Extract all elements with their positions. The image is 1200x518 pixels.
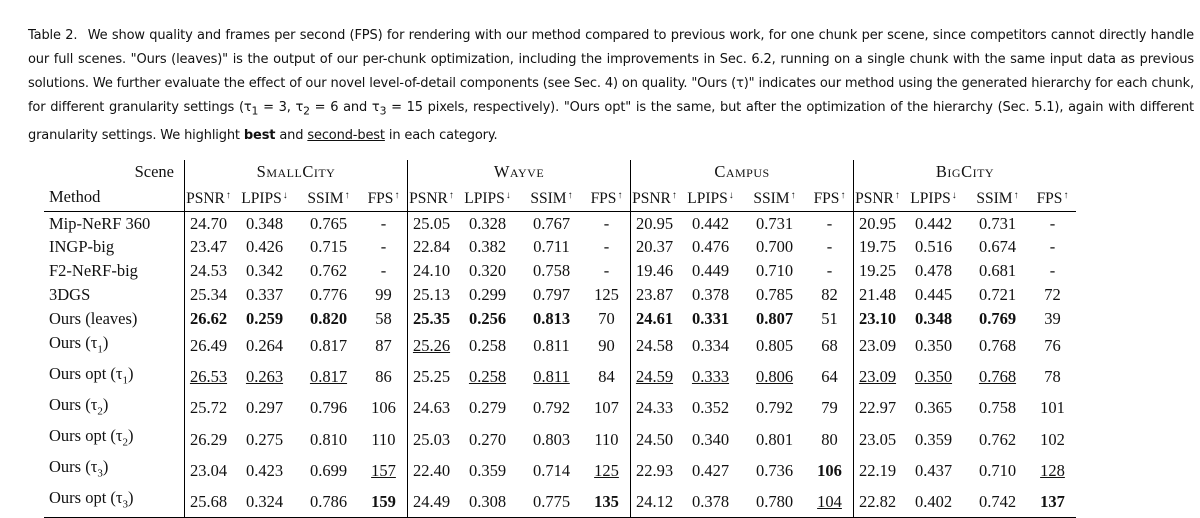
metric-arrow: ↓	[282, 189, 288, 201]
caption-sub-1: 1	[251, 104, 259, 118]
metric-name: LPIPS	[464, 189, 505, 207]
method-paren: )	[128, 488, 134, 508]
value-cell: 0.279	[468, 398, 507, 418]
value-cell: 0.402	[901, 486, 966, 518]
value-cell: 22.84	[412, 237, 451, 257]
caption-text-1: We show quality and frames per second (FPS) for rendering with our method compared to previous work, for one chunk per scene, since competitors cannot directly handle our full scenes. "Ours (leaves)" is the output of our per-chunk optimization, including the improvements in Sec. 6.2, running on a single chunk with the same input data as previous solutions. We further evaluate the effect of our novel level-of-detail components (see Sec. 4) on quality. "Ours (τ)" indicates our method using the generated hierarchy for each chunk, for different granularity settings (τ	[28, 28, 1195, 115]
table-row	[44, 455, 1076, 486]
value-cell: -	[360, 259, 408, 283]
value-cell: 0.350	[914, 367, 953, 387]
value-cell: 0.275	[245, 429, 284, 449]
value-cell: 125	[583, 283, 631, 307]
value-cell: 25.72	[189, 398, 228, 418]
metric-header-lpips	[901, 184, 966, 211]
metric-header-fps	[806, 184, 854, 211]
table-row	[44, 331, 1076, 362]
value-cell: 19.25	[858, 261, 897, 281]
value-cell: 0.806	[755, 367, 794, 387]
metric-name: FPS	[590, 189, 617, 207]
value-cell: 0.775	[520, 486, 583, 518]
method-cell: Ours (leaves)	[44, 307, 185, 331]
method-cell: 3DGS	[44, 283, 185, 307]
value-cell: 78	[1044, 367, 1061, 387]
caption-sub-3: 3	[379, 104, 387, 118]
value-cell: 23.09	[858, 367, 897, 387]
value-cell: 58	[360, 307, 408, 331]
metric-arrow: ↑	[790, 189, 796, 201]
value-cell: 0.796	[309, 398, 348, 418]
value-cell: 0.359	[468, 460, 507, 480]
value-cell: 0.423	[245, 460, 284, 480]
metric-header-psnr	[631, 184, 679, 211]
value-cell: 135	[583, 486, 631, 518]
value-cell: 0.359	[914, 429, 953, 449]
metric-header-lpips	[232, 184, 297, 211]
method-cell	[44, 455, 185, 486]
caption-label: Table 2.	[28, 28, 78, 43]
group-smallcity: SmallCity	[185, 160, 408, 184]
value-cell: 110	[583, 424, 631, 455]
tau-subscript: 3	[97, 467, 103, 480]
value-cell: 24.61	[635, 308, 674, 328]
value-cell: 25.05	[412, 213, 451, 233]
metric-header-psnr	[854, 184, 902, 211]
value-cell: 72	[1044, 284, 1061, 304]
value-cell: 0.426	[245, 237, 284, 257]
metric-arrow: ↑	[894, 189, 900, 201]
value-cell: 0.681	[978, 261, 1017, 281]
value-cell: 0.699	[309, 460, 348, 480]
method-name: Ours opt (τ	[49, 363, 123, 383]
value-cell: 0.337	[245, 284, 284, 304]
metric-arrow: ↑	[1013, 189, 1019, 201]
value-cell: 24.10	[412, 261, 451, 281]
metric-arrow: ↑	[1063, 189, 1069, 201]
value-cell: -	[583, 211, 631, 235]
value-cell: 24.63	[412, 398, 451, 418]
value-cell: 86	[360, 362, 408, 393]
tau-subscript: 1	[97, 342, 103, 355]
value-cell: -	[806, 259, 854, 283]
value-cell: 101	[1040, 398, 1065, 418]
value-cell: 24.70	[189, 213, 228, 233]
metric-name: FPS	[367, 189, 394, 207]
method-name: Ours opt (τ	[49, 488, 123, 508]
value-cell: 159	[360, 486, 408, 518]
value-cell: -	[583, 259, 631, 283]
value-cell: 19.75	[858, 237, 897, 257]
value-cell: 0.805	[755, 336, 794, 356]
metric-header-ssim	[966, 184, 1029, 211]
value-cell: 26.62	[189, 308, 228, 328]
value-cell: 82	[806, 283, 854, 307]
method-name: Ours (τ	[49, 456, 98, 476]
value-cell: 23.10	[858, 308, 897, 328]
value-cell: 22.97	[858, 398, 897, 418]
value-cell: 0.700	[755, 237, 794, 257]
method-name: Ours (τ	[49, 394, 98, 414]
value-cell: 90	[583, 331, 631, 362]
value-cell: -	[806, 235, 854, 259]
value-cell: 0.478	[914, 261, 953, 281]
value-cell: 0.259	[245, 308, 284, 328]
value-cell: 0.721	[978, 284, 1017, 304]
value-cell: 0.817	[309, 367, 348, 387]
value-cell: 80	[806, 424, 854, 455]
value-cell: 157	[360, 455, 408, 486]
table-row	[44, 424, 1076, 455]
value-cell: 0.333	[691, 367, 730, 387]
value-cell: 25.34	[189, 284, 228, 304]
value-cell: 106	[806, 455, 854, 486]
value-cell: 137	[1029, 486, 1076, 518]
table-caption	[28, 24, 1194, 148]
value-cell: 23.05	[858, 429, 897, 449]
value-cell: 0.801	[755, 429, 794, 449]
value-cell: 0.742	[966, 486, 1029, 518]
metric-arrow: ↑	[394, 189, 400, 201]
value-cell: 0.817	[309, 336, 348, 356]
value-cell: -	[806, 211, 854, 235]
value-cell: 70	[583, 307, 631, 331]
value-cell: 0.767	[532, 213, 571, 233]
value-cell: 0.813	[532, 308, 571, 328]
metric-name: SSIM	[530, 189, 567, 207]
value-cell: 23.04	[189, 460, 228, 480]
value-cell: 0.810	[309, 429, 348, 449]
value-cell: 24.12	[631, 486, 679, 518]
value-cell: 0.731	[755, 213, 794, 233]
value-cell: 0.299	[468, 284, 507, 304]
metric-header-psnr	[185, 184, 233, 211]
tau-subscript: 2	[97, 405, 103, 418]
value-cell: 64	[806, 362, 854, 393]
value-cell: 0.758	[532, 261, 571, 281]
value-cell: 87	[360, 331, 408, 362]
metric-arrow: ↑	[840, 189, 846, 201]
value-cell: 0.342	[245, 261, 284, 281]
value-cell: 0.769	[978, 308, 1017, 328]
value-cell: 0.264	[245, 336, 284, 356]
value-cell: 76	[1044, 336, 1061, 356]
value-cell: 0.736	[755, 460, 794, 480]
value-cell: -	[1049, 237, 1056, 257]
metric-name: SSIM	[976, 189, 1013, 207]
value-cell: 0.803	[532, 429, 571, 449]
group-campus: Campus	[631, 160, 854, 184]
value-cell: 0.731	[978, 213, 1017, 233]
caption-text-2: = 3, τ	[258, 100, 304, 115]
caption-tail: in each category.	[384, 127, 498, 143]
value-cell: 0.710	[978, 460, 1017, 480]
metric-name: LPIPS	[687, 189, 728, 207]
value-cell: 0.263	[245, 367, 284, 387]
value-cell: 24.58	[635, 336, 674, 356]
metric-arrow: ↓	[728, 189, 734, 201]
value-cell: 20.37	[635, 237, 674, 257]
group-bigcity: BigCity	[935, 162, 995, 181]
value-cell: 26.49	[189, 336, 228, 356]
value-cell: 102	[1040, 429, 1065, 449]
table-row	[44, 362, 1076, 393]
value-cell: -	[360, 235, 408, 259]
tau-subscript: 3	[122, 498, 129, 511]
value-cell: 0.776	[309, 284, 348, 304]
caption-and: and	[275, 127, 308, 143]
value-cell: 0.811	[533, 367, 570, 387]
table-row	[44, 235, 1076, 259]
tau-subscript: 1	[122, 373, 129, 386]
table-row	[44, 307, 1076, 331]
tau-subscript: 2	[122, 436, 129, 449]
value-cell: 0.365	[914, 398, 953, 418]
metric-name: PSNR	[855, 189, 894, 207]
method-cell	[44, 486, 185, 518]
metric-name: PSNR	[409, 189, 448, 207]
value-cell: 0.792	[755, 398, 794, 418]
value-cell: 0.352	[691, 398, 730, 418]
value-cell: 24.49	[408, 486, 456, 518]
value-cell: -	[1049, 261, 1056, 281]
value-cell: 0.516	[914, 237, 953, 257]
method-paren: )	[102, 394, 109, 414]
value-cell: 0.442	[914, 213, 953, 233]
table-row	[44, 259, 1076, 283]
method-cell	[44, 362, 185, 393]
table-row	[44, 283, 1076, 307]
method-paren: )	[128, 425, 134, 445]
metric-name: LPIPS	[241, 189, 282, 207]
metric-header-lpips	[678, 184, 743, 211]
method-paren: )	[102, 332, 109, 352]
value-cell: 0.442	[691, 213, 730, 233]
value-cell: 21.48	[858, 284, 897, 304]
value-cell: 0.328	[468, 213, 507, 233]
value-cell: 0.445	[914, 284, 953, 304]
metric-name: FPS	[813, 189, 840, 207]
group-header-row	[44, 160, 1076, 184]
metric-header-fps	[583, 184, 631, 211]
value-cell: -	[1049, 213, 1056, 233]
metric-name: SSIM	[753, 189, 790, 207]
value-cell: 0.437	[914, 460, 953, 480]
value-cell: 0.715	[309, 237, 348, 257]
value-cell: 0.378	[691, 284, 730, 304]
method-cell	[44, 331, 185, 362]
value-cell: 22.40	[412, 460, 451, 480]
caption-text-4: = 15 pixels, respectively). "Ours opt" is the same, but after the optimization of the hierarchy (Sec. 5.1), again with different granularity settings. We highlight	[28, 100, 1194, 143]
value-cell: 0.811	[533, 336, 570, 356]
value-cell: 39	[1044, 308, 1061, 328]
results-table	[44, 160, 1076, 518]
metric-name: PSNR	[186, 189, 225, 207]
value-cell: 24.50	[635, 429, 674, 449]
metric-arrow: ↑	[448, 189, 454, 201]
metric-header-fps	[360, 184, 408, 211]
method-cell	[44, 393, 185, 424]
value-cell: 20.95	[635, 213, 674, 233]
metric-header-row	[44, 184, 1076, 211]
metric-arrow: ↑	[225, 189, 231, 201]
value-cell: 24.53	[189, 261, 228, 281]
value-cell: 25.68	[185, 486, 233, 518]
value-cell: 23.09	[858, 336, 897, 356]
metric-arrow: ↑	[567, 189, 573, 201]
caption-sub-2: 2	[303, 104, 310, 118]
metric-header-ssim	[297, 184, 360, 211]
value-cell: 0.297	[245, 398, 284, 418]
value-cell: -	[583, 235, 631, 259]
value-cell: 0.308	[455, 486, 520, 518]
metric-header-psnr	[408, 184, 456, 211]
value-cell: 25.25	[412, 367, 451, 387]
metric-arrow: ↑	[671, 189, 677, 201]
metric-arrow: ↓	[951, 189, 957, 201]
value-cell: 51	[806, 307, 854, 331]
value-cell: 0.762	[309, 261, 348, 281]
value-cell: 0.340	[691, 429, 730, 449]
value-cell: 0.331	[691, 308, 730, 328]
value-cell: 0.476	[691, 237, 730, 257]
value-cell: 0.320	[468, 261, 507, 281]
metric-header-ssim	[520, 184, 583, 211]
value-cell: 0.258	[468, 336, 507, 356]
caption-second-best: second-best	[307, 127, 385, 143]
value-cell: 68	[806, 331, 854, 362]
value-cell: 0.378	[678, 486, 743, 518]
table-row	[44, 211, 1076, 235]
method-header: Method	[44, 184, 185, 211]
value-cell: 0.792	[532, 398, 571, 418]
value-cell: 25.26	[412, 336, 451, 356]
metric-header-ssim	[743, 184, 806, 211]
metric-arrow: ↓	[505, 189, 511, 201]
value-cell: 0.797	[532, 284, 571, 304]
value-cell: 0.348	[914, 308, 953, 328]
value-cell: 0.807	[755, 308, 794, 328]
value-cell: 79	[806, 393, 854, 424]
table-row	[44, 486, 1076, 518]
value-cell: 0.762	[978, 429, 1017, 449]
value-cell: 0.786	[297, 486, 360, 518]
value-cell: 0.449	[691, 261, 730, 281]
value-cell: -	[360, 211, 408, 235]
value-cell: 0.785	[755, 284, 794, 304]
value-cell: 128	[1040, 460, 1065, 480]
value-cell: 106	[360, 393, 408, 424]
value-cell: 0.780	[743, 486, 806, 518]
value-cell: 22.19	[858, 460, 897, 480]
method-cell	[44, 424, 185, 455]
value-cell: 23.47	[189, 237, 228, 257]
value-cell: 0.765	[309, 213, 348, 233]
value-cell: 84	[583, 362, 631, 393]
value-cell: 0.768	[978, 336, 1017, 356]
table-body	[44, 211, 1076, 518]
metric-header-fps	[1029, 184, 1076, 211]
method-paren: )	[102, 456, 109, 476]
value-cell: 0.711	[533, 237, 570, 257]
value-cell: 0.324	[232, 486, 297, 518]
value-cell: 25.35	[412, 308, 451, 328]
value-cell: 0.768	[978, 367, 1017, 387]
value-cell: 0.270	[468, 429, 507, 449]
method-name: Ours opt (τ	[49, 425, 123, 445]
value-cell: 19.46	[635, 261, 674, 281]
value-cell: 0.256	[468, 308, 507, 328]
caption-text-3: = 6 and τ	[309, 100, 380, 115]
value-cell: 24.33	[635, 398, 674, 418]
method-name: Ours (τ	[49, 332, 98, 352]
caption-best: best	[243, 127, 276, 143]
value-cell: 26.29	[189, 429, 228, 449]
value-cell: 20.95	[858, 213, 897, 233]
value-cell: 0.350	[914, 336, 953, 356]
scene-header: Scene	[44, 160, 185, 184]
value-cell: 104	[806, 486, 854, 518]
value-cell: 0.758	[978, 398, 1017, 418]
metric-name: FPS	[1036, 189, 1063, 207]
metric-name: PSNR	[632, 189, 671, 207]
value-cell: 22.82	[854, 486, 902, 518]
value-cell: 125	[583, 455, 631, 486]
metric-header-lpips	[455, 184, 520, 211]
table-row	[44, 393, 1076, 424]
metric-arrow: ↑	[617, 189, 623, 201]
value-cell: 25.03	[412, 429, 451, 449]
group-wayve: Wayve	[408, 160, 631, 184]
value-cell: 107	[583, 393, 631, 424]
method-cell: F2-NeRF-big	[44, 259, 185, 283]
value-cell: 0.258	[468, 367, 507, 387]
value-cell: 99	[360, 283, 408, 307]
value-cell: 0.714	[532, 460, 571, 480]
method-cell: Mip-NeRF 360	[44, 211, 185, 235]
value-cell: 0.334	[691, 336, 730, 356]
method-cell: INGP-big	[44, 235, 185, 259]
method-paren: )	[128, 363, 134, 383]
value-cell: 23.87	[635, 284, 674, 304]
metric-arrow: ↑	[344, 189, 350, 201]
value-cell: 110	[360, 424, 408, 455]
value-cell: 0.382	[468, 237, 507, 257]
value-cell: 0.710	[755, 261, 794, 281]
value-cell: 24.59	[635, 367, 674, 387]
metric-name: LPIPS	[910, 189, 951, 207]
metric-name: SSIM	[307, 189, 344, 207]
value-cell: 0.348	[245, 213, 284, 233]
value-cell: 25.13	[412, 284, 451, 304]
value-cell: 0.820	[309, 308, 348, 328]
value-cell: 0.427	[691, 460, 730, 480]
value-cell: 26.53	[189, 367, 228, 387]
value-cell: 22.93	[635, 460, 674, 480]
value-cell: 0.674	[978, 237, 1017, 257]
